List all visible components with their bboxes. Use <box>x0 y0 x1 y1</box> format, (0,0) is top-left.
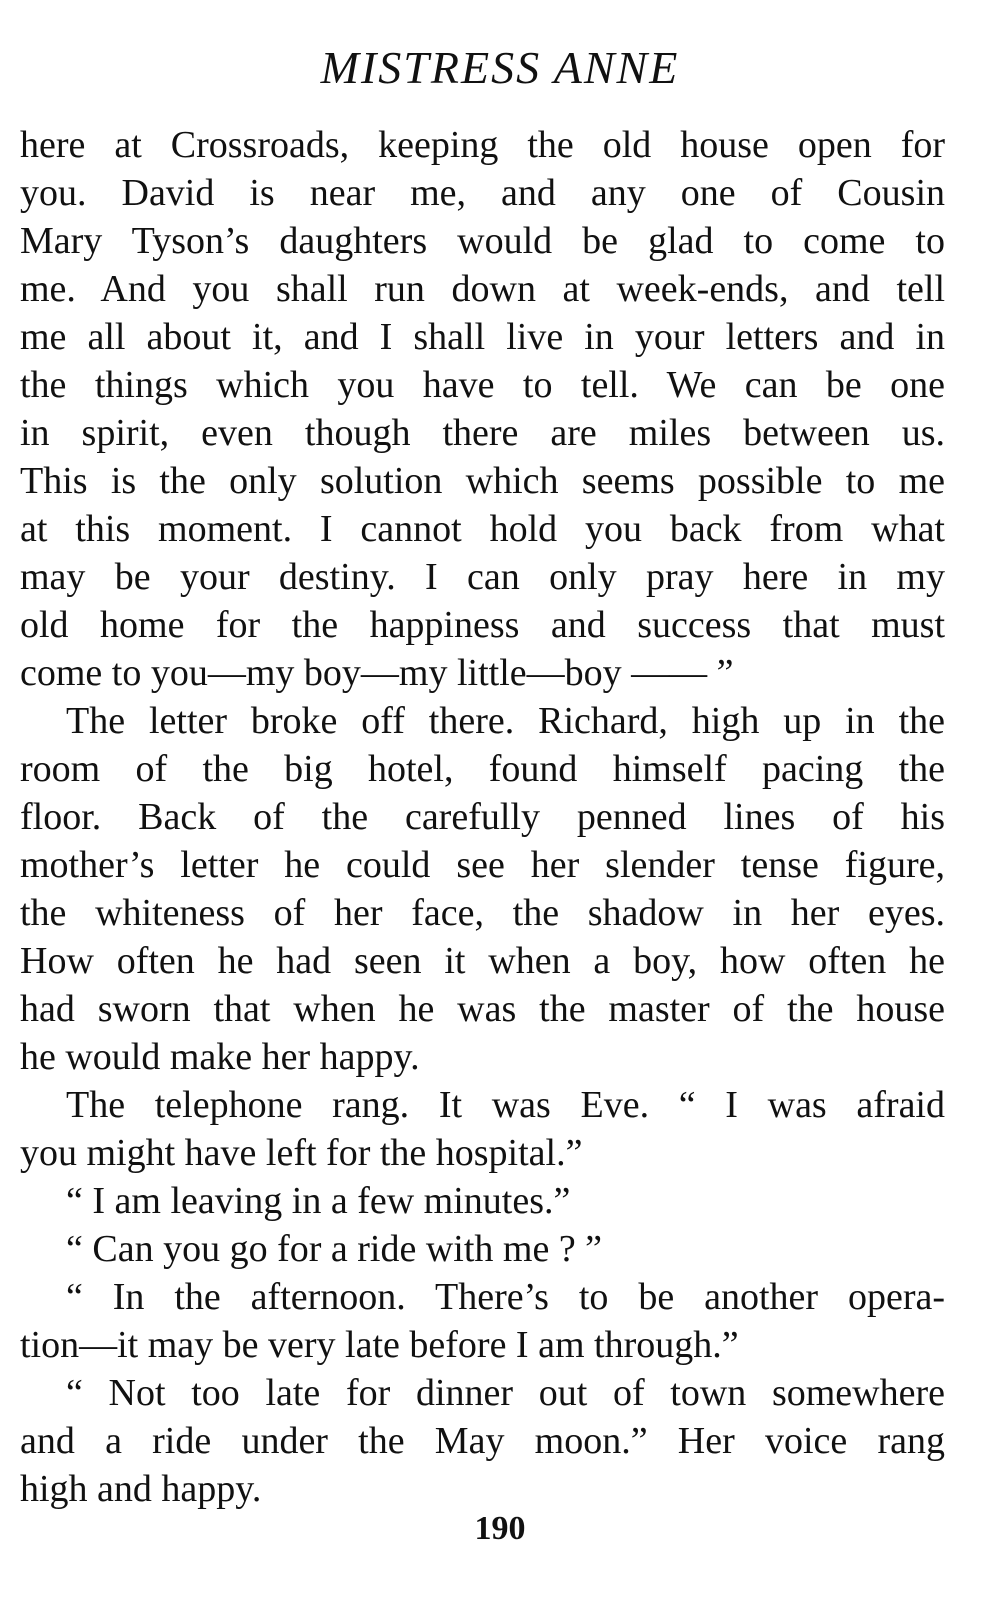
text-line: tion—it may be very late before I am through.” <box>20 1324 739 1366</box>
text-line: you. David is near me, and any one of Cousin <box>20 172 945 214</box>
body-text <box>20 121 945 1513</box>
text-line: This is the only solution which seems possible to me <box>20 460 945 502</box>
text-line: and a ride under the May moon.” Her voice rang <box>20 1420 945 1462</box>
text-line: mother’s letter he could see her slender tense figure, <box>20 844 945 886</box>
text-line: room of the big hotel, found himself pacing the <box>20 748 945 790</box>
running-header: MISTRESS ANNE <box>320 42 680 93</box>
text-line: may be your destiny. I can only pray here in my <box>20 556 945 598</box>
text-line: “ Not too late for dinner out of town somewhere <box>66 1372 945 1414</box>
text-line: The letter broke off there. Richard, high up in the <box>66 700 945 742</box>
text-line: the whiteness of her face, the shadow in her eyes. <box>20 892 945 934</box>
text-line: me all about it, and I shall live in your letters and in <box>20 316 945 358</box>
text-line: floor. Back of the carefully penned lines of his <box>20 796 945 838</box>
text-line: come to you—my boy—my little—boy —— ” <box>20 652 734 694</box>
text-line: “ I am leaving in a few minutes.” <box>66 1180 571 1222</box>
text-line: had sworn that when he was the master of the house <box>20 988 945 1030</box>
text-line: How often he had seen it when a boy, how often he <box>20 940 945 982</box>
text-line: you might have left for the hospital.” <box>20 1132 583 1174</box>
text-line: “ In the afternoon. There’s to be another opera- <box>66 1276 945 1318</box>
text-line: in spirit, even though there are miles between us. <box>20 412 945 454</box>
text-line: he would make her happy. <box>20 1036 420 1078</box>
text-line: the things which you have to tell. We can be one <box>20 364 945 406</box>
text-line: old home for the happiness and success that must <box>20 604 945 646</box>
text-line: at this moment. I cannot hold you back from what <box>20 508 945 550</box>
text-line: here at Crossroads, keeping the old house open for <box>20 124 945 166</box>
text-line: me. And you shall run down at week-ends, and tell <box>20 268 945 310</box>
text-line: Mary Tyson’s daughters would be glad to come to <box>20 220 945 262</box>
text-line: “ Can you go for a ride with me ? ” <box>66 1228 603 1270</box>
text-line: The telephone rang. It was Eve. “ I was afraid <box>66 1084 945 1126</box>
text-line: high and happy. <box>20 1468 262 1510</box>
page-number: 190 <box>474 1510 526 1547</box>
